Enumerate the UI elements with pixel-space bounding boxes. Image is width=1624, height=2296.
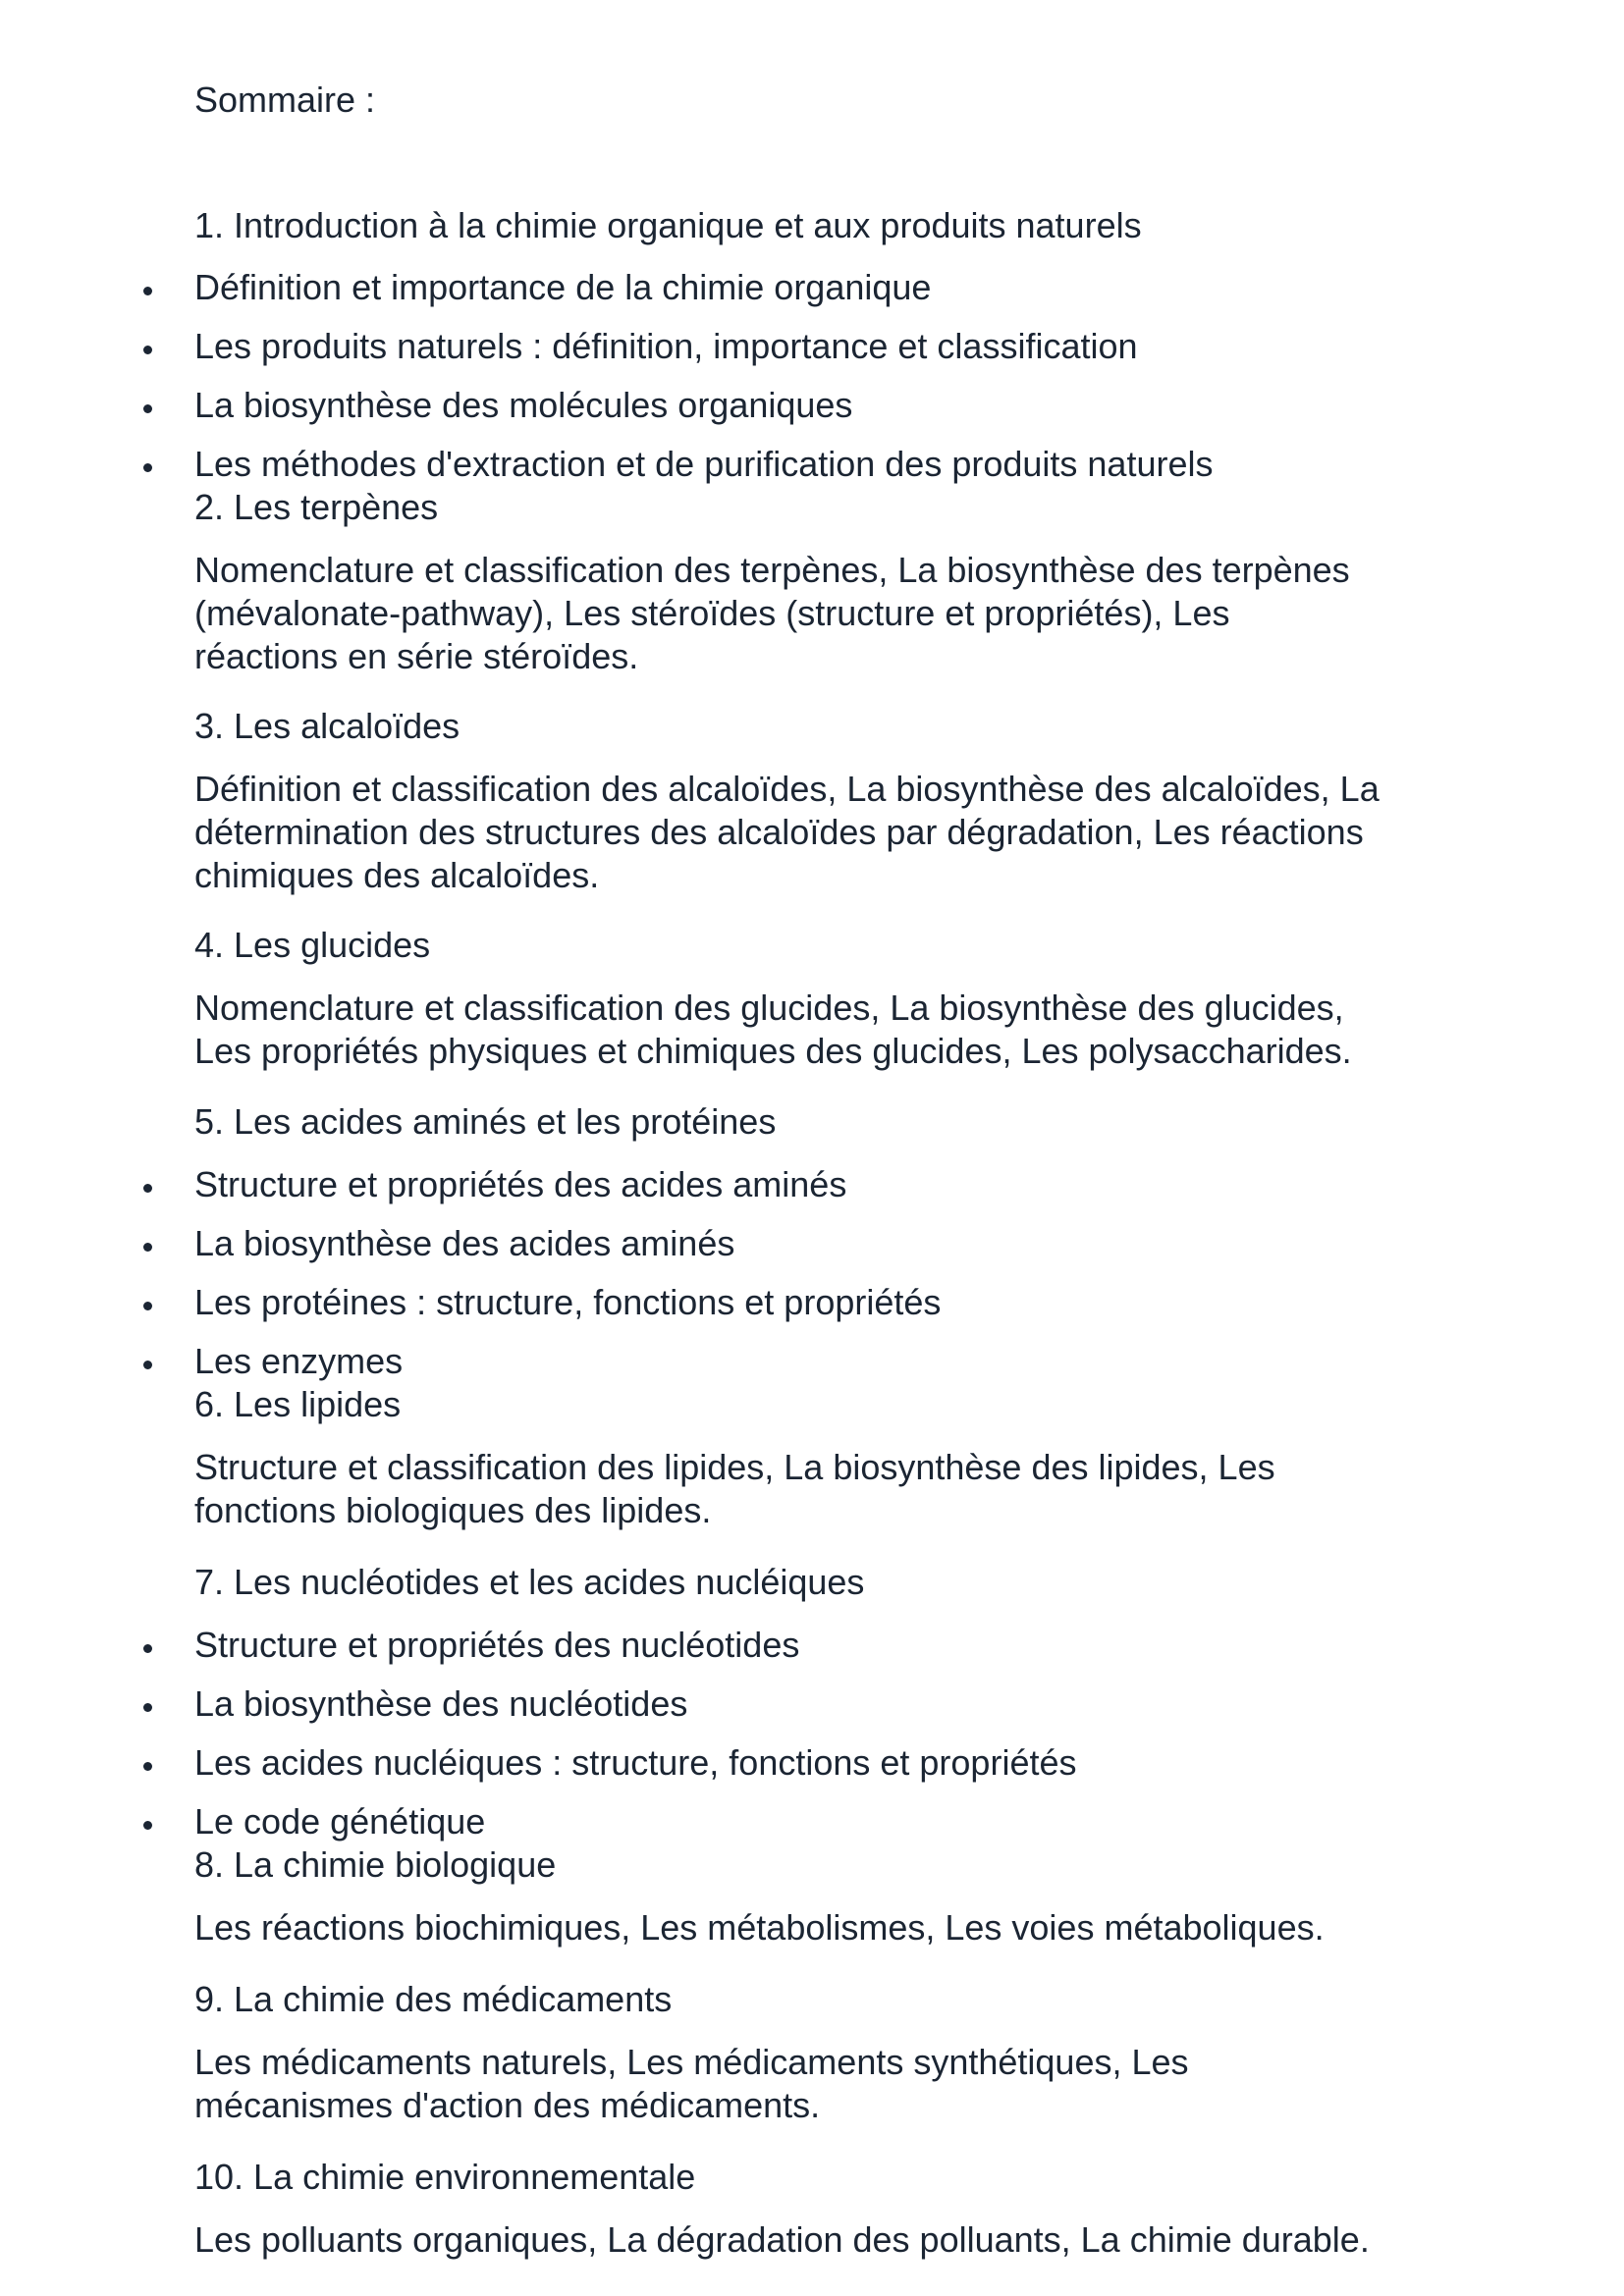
- list-item: Définition et importance de la chimie organique: [194, 267, 932, 307]
- bullet-icon: [143, 1243, 152, 1252]
- section-paragraph-9: [194, 2041, 1189, 2127]
- bullet-icon: [143, 346, 152, 354]
- list-item: Les méthodes d'extraction et de purification des produits naturels: [194, 444, 1214, 484]
- paragraph-line: Les propriétés physiques et chimiques des glucides, Les polysaccharides.: [194, 1031, 1352, 1071]
- section-heading-4: 4. Les glucides: [194, 925, 431, 965]
- section-paragraph-2: [194, 549, 1350, 678]
- section-heading-10: 10. La chimie environnementale: [194, 2157, 696, 2197]
- bullet-icon: [143, 1821, 152, 1830]
- section-paragraph-3: [194, 768, 1380, 897]
- paragraph-line: (mévalonate-pathway), Les stéroïdes (structure et propriétés), Les: [194, 593, 1230, 633]
- bullet-icon: [143, 1302, 152, 1310]
- bullet-icon: [143, 463, 152, 472]
- paragraph-line: mécanismes d'action des médicaments.: [194, 2085, 821, 2125]
- section-heading-8: 8. La chimie biologique: [194, 1844, 557, 1885]
- list-item: Les protéines : structure, fonctions et propriétés: [194, 1282, 942, 1322]
- list-item: Les produits naturels : définition, importance et classification: [194, 326, 1138, 366]
- section-heading-2: 2. Les terpènes: [194, 487, 439, 527]
- list-item: La biosynthèse des molécules organiques: [194, 385, 853, 425]
- section-heading-9: 9. La chimie des médicaments: [194, 1979, 673, 2019]
- list-item: Les acides nucléiques : structure, fonctions et propriétés: [194, 1742, 1077, 1783]
- section-paragraph-8: [194, 1906, 1325, 1949]
- paragraph-line: Les polluants organiques, La dégradation des polluants, La chimie durable.: [194, 2219, 1370, 2260]
- paragraph-line: chimiques des alcaloïdes.: [194, 855, 600, 895]
- paragraph-line: réactions en série stéroïdes.: [194, 636, 639, 676]
- bullet-icon: [143, 1184, 152, 1193]
- paragraph-line: détermination des structures des alcaloïdes par dégradation, Les réactions: [194, 812, 1364, 852]
- bullet-icon: [143, 1762, 152, 1771]
- bullet-icon: [143, 404, 152, 413]
- bullet-icon: [143, 287, 152, 295]
- section-paragraph-6: [194, 1446, 1275, 1532]
- list-item: La biosynthèse des nucléotides: [194, 1683, 688, 1724]
- section-paragraph-4: [194, 987, 1352, 1073]
- paragraph-line: Structure et classification des lipides, La biosynthèse des lipides, Les: [194, 1447, 1275, 1487]
- paragraph-line: Les réactions biochimiques, Les métabolismes, Les voies métaboliques.: [194, 1907, 1325, 1948]
- section-heading-7: 7. Les nucléotides et les acides nucléiques: [194, 1562, 865, 1602]
- bullet-icon: [143, 1703, 152, 1712]
- paragraph-line: Nomenclature et classification des terpènes, La biosynthèse des terpènes: [194, 550, 1350, 590]
- section-heading-1: 1. Introduction à la chimie organique et aux produits naturels: [194, 205, 1142, 245]
- list-item: Les enzymes: [194, 1341, 404, 1381]
- paragraph-line: Nomenclature et classification des glucides, La biosynthèse des glucides,: [194, 988, 1344, 1028]
- paragraph-line: Les médicaments naturels, Les médicaments synthétiques, Les: [194, 2042, 1189, 2082]
- page-title: Sommaire :: [194, 80, 376, 120]
- section-heading-5: 5. Les acides aminés et les protéines: [194, 1101, 777, 1142]
- paragraph-line: Définition et classification des alcaloïdes, La biosynthèse des alcaloïdes, La: [194, 769, 1380, 809]
- list-item: Structure et propriétés des nucléotides: [194, 1625, 800, 1665]
- section-heading-3: 3. Les alcaloïdes: [194, 706, 460, 746]
- section-heading-6: 6. Les lipides: [194, 1384, 402, 1424]
- list-item: Structure et propriétés des acides aminés: [194, 1164, 847, 1204]
- section-paragraph-10: [194, 2218, 1370, 2262]
- bullet-icon: [143, 1361, 152, 1369]
- list-item: La biosynthèse des acides aminés: [194, 1223, 735, 1263]
- bullet-icon: [143, 1644, 152, 1653]
- paragraph-line: fonctions biologiques des lipides.: [194, 1490, 712, 1530]
- list-item: Le code génétique: [194, 1801, 486, 1842]
